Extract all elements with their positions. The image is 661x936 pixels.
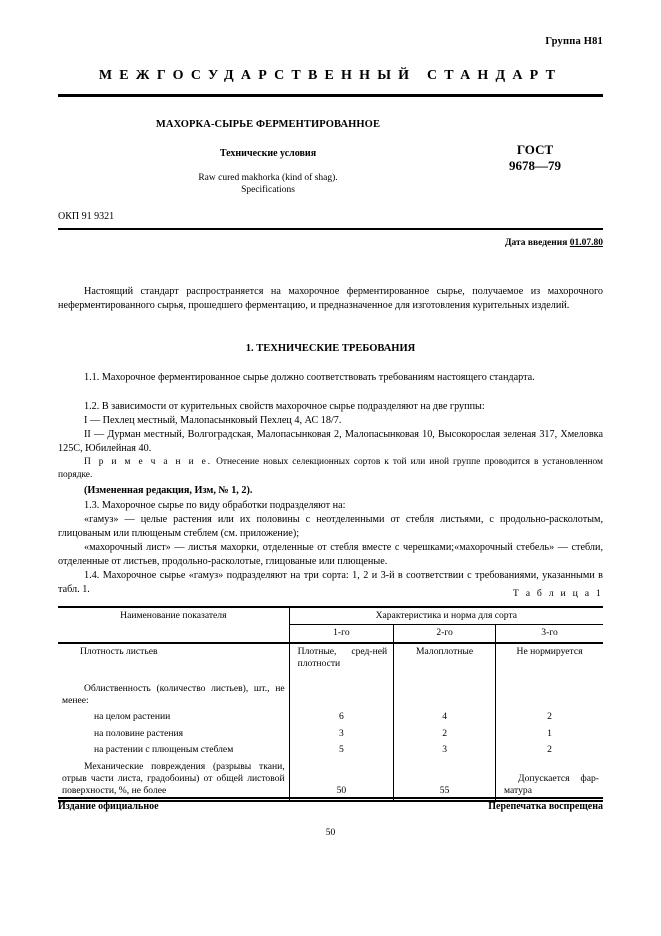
gost-number: 9678—79 [509,158,561,173]
row-value-density-2: Малоплотные [394,643,496,673]
row-value-whole-plant-1: 6 [289,709,393,725]
table-row [58,742,603,758]
row-label-mech-damage: Механические повреждения (разрывы ткани, отрыв части листа, градобоины) от общей листовой поверхности, %, не более [58,759,289,801]
english-title-line2: Specifications [241,185,295,195]
standard-type-title: МЕЖГОСУДАРСТВЕННЫЙ СТАНДАРТ [98,68,563,83]
introduction-date [505,238,603,248]
okp-rule [58,228,603,230]
note-label: П р и м е ч а н и е. [84,457,213,467]
clause-1-2: 1.2. В зависимости от курительных свойств махорочное сырье подразделяют на две группы: [84,401,485,412]
row-value-half-plant-1: 3 [289,726,393,742]
section-1-heading: 1. ТЕХНИЧЕСКИЕ ТРЕБОВАНИЯ [245,343,416,354]
english-title-line1: Raw cured makhorka (kind of shag). [198,173,338,183]
note-block [58,456,603,482]
date-label: Дата введения [504,238,568,248]
row-value-foliage-1 [289,673,393,710]
page-title: МАХОРКА-СЫРЬЕ ФЕРМЕНТИРОВАННОЕ [155,119,381,130]
row-value-foliage-2 [394,673,496,710]
row-value-half-plant-3: 1 [496,726,603,742]
gost-number-block [470,142,600,174]
row-value-whole-plant-3: 2 [496,709,603,725]
table-header-grade-2: 2-го [394,625,496,643]
table-header-row-1 [58,607,603,625]
leaf-stem-definition: «махорочный лист» — листья махорки, отделенные от стебля вместе с черешками;«махорочный стебель» — стебли, отделенные от листьев, продольно-расколотые, глицованые или плющеные. [58,542,603,568]
row-value-whole-plant-2: 4 [394,709,496,725]
footer-reprint-notice: Перепечатка воспрещена [488,801,603,812]
row-label-flattened-stem: на растении с плющеным стеблем [94,744,234,756]
table-row [58,673,603,710]
table-row [58,726,603,742]
row-value-density-3: Не нормируется [496,643,603,673]
table-row [58,709,603,725]
okp-code: ОКП 91 9321 [58,211,115,222]
table-row [58,643,603,673]
note-text: Отнесение новых селекционных сортов к той или иной группе проводится в установленном порядке. [58,457,603,481]
requirements-table [58,606,603,802]
group-2-varieties: II — Дурман местный, Волгоградская, Малопасынковая 2, Малопасынковая 10, Высокорослая зеленая 317, Хмеловка 125С, Юбилейная 40. [58,429,603,455]
row-label-whole-plant: на целом растении [94,711,171,723]
clause-1-4: 1.4. Махорочное сырье «гамуз» подразделяют на три сорта: 1, 2 и 3-й в соответствии с требованиями, указанными в табл. 1. [58,570,603,596]
table-header-span: Характеристика и норма для сорта [289,607,603,625]
row-value-flattened-stem-3: 2 [496,742,603,758]
footer-rule [58,797,603,799]
gamuz-definition: «гамуз» — целые растения или их половины с неотделенными от стебля листьями, с продольно-расколотым, глицованым или плющеным стеблем (см. приложение); [58,514,603,540]
page-number: 50 [325,828,336,838]
date-value: 01.07.80 [569,238,603,248]
table-caption: Т а б л и ц а 1 [512,588,603,599]
row-value-mech-damage-3: Допускается фар-матура [496,759,603,801]
row-value-foliage-3 [496,673,603,710]
row-label-half-plant: на половине растения [94,727,184,739]
table-row [58,759,603,801]
group-code: Группа Н81 [545,36,603,47]
group-1-varieties: I — Пехлец местный, Малопасынковый Пехлец 4, АС 18/7. [84,415,342,426]
row-value-mech-damage-1: 50 [289,759,393,801]
row-value-flattened-stem-2: 3 [394,742,496,758]
footer-edition: Издание официальное [58,801,159,812]
clause-1-1: 1.1. Махорочное ферментированное сырье должно соответствовать требованиям настоящего стандарта. [84,372,535,383]
gost-label: ГОСТ [516,142,554,157]
table-header-grade-3: 3-го [496,625,603,643]
document-subtitle: Технические условия [219,148,317,159]
row-value-flattened-stem-1: 5 [289,742,393,758]
header-rule [58,94,603,97]
english-title [58,172,478,196]
intro-paragraph: Настоящий стандарт распространяется на махорочное ферментированное сырье, получаемое из махорочного неферментированного сырья, прошедшего ферментацию, и предназначенное для изготовления курительных изделий. [58,286,603,312]
row-value-density-1: Плотные, сред-ней плотности [289,643,393,673]
row-value-mech-damage-2: 55 [394,759,496,801]
revision-note: (Измененная редакция, Изм, № 1, 2). [84,485,253,496]
row-label-foliage: Облиственность (количество листьев), шт., не менее: [62,682,285,707]
table-header-name: Наименование показателя [58,607,289,643]
row-label-density: Плотность листьев [58,643,289,673]
row-value-half-plant-2: 2 [394,726,496,742]
table-header-grade-1: 1-го [289,625,393,643]
clause-1-3: 1.3. Махорочное сырье по виду обработки подразделяют на: [84,500,346,511]
